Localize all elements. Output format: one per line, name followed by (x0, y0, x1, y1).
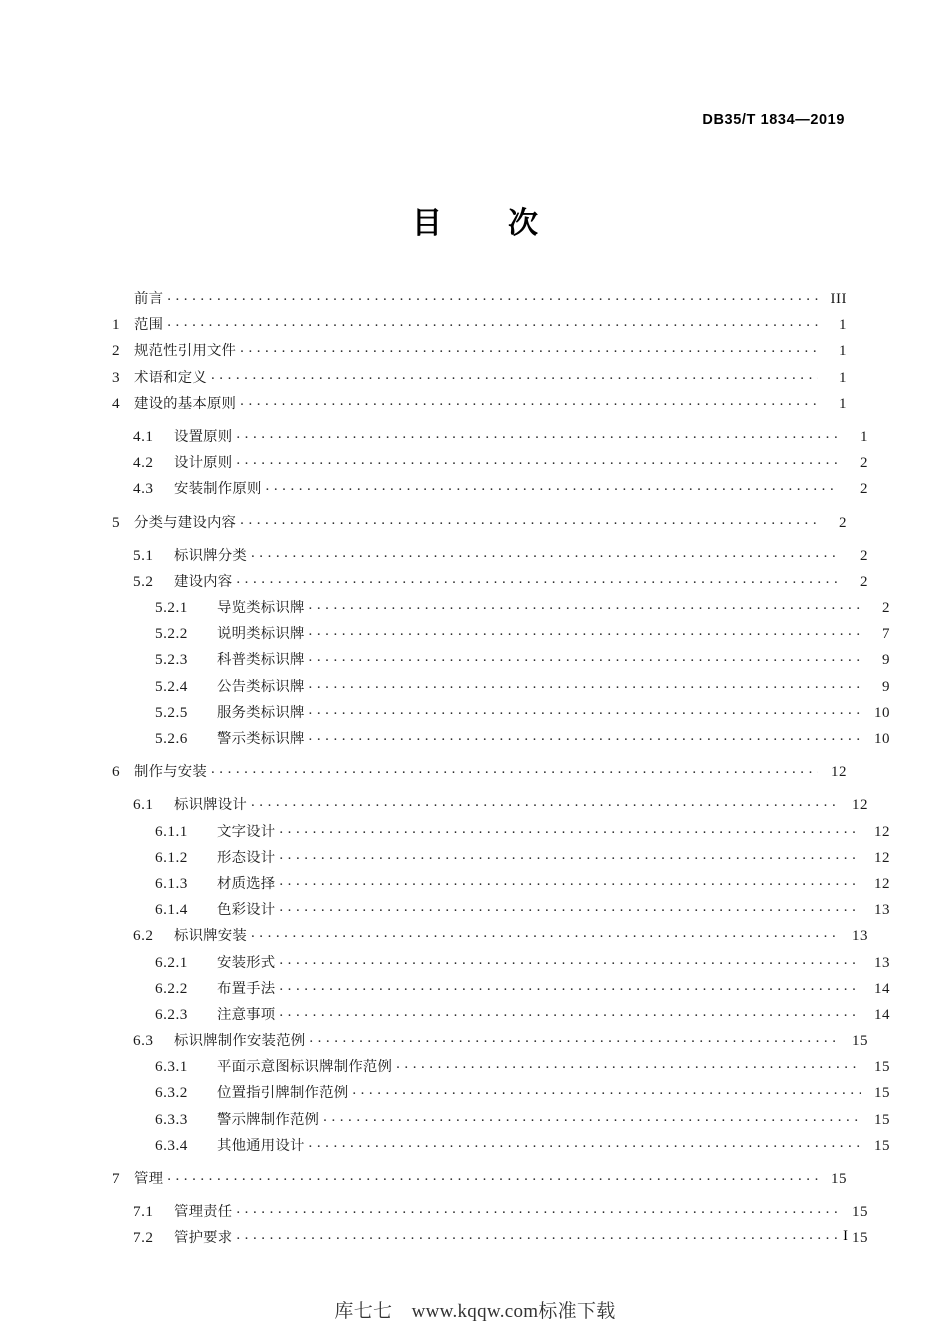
toc-leader-dots (167, 315, 818, 329)
toc-entry-label: 标识牌制作安装范例 (174, 1033, 306, 1050)
toc-entry-label: 说明类标识牌 (217, 626, 305, 643)
toc-entry[interactable] (112, 926, 868, 952)
toc-entry-label: 前言 (134, 291, 164, 307)
toc-entry-label: 材质选择 (217, 875, 276, 892)
toc-entry-page: 15 (852, 1204, 868, 1221)
toc-entry-label: 标识牌分类 (174, 547, 247, 564)
toc-leader-dots (279, 900, 861, 914)
toc-entry-page: 12 (831, 764, 847, 781)
toc-leader-dots (279, 874, 861, 888)
toc-leader-dots (240, 341, 818, 355)
toc-entry-number: 7 (112, 1170, 121, 1187)
page-title: 目 次 (412, 206, 556, 241)
toc-entry-label: 标识牌安装 (174, 928, 247, 945)
toc-entry-page: 1 (839, 317, 847, 334)
toc-entry-number: 6.1 (133, 796, 154, 814)
toc-entry[interactable] (112, 572, 868, 598)
toc-entry-label: 建设的基本原则 (134, 395, 237, 412)
toc-entry-label: 管护要求 (174, 1230, 233, 1247)
toc-entry-number: 7.2 (133, 1229, 154, 1247)
toc-entry-label: 布置手法 (217, 980, 276, 997)
page-number-folio: I (843, 1228, 848, 1244)
toc-entry[interactable] (112, 900, 890, 926)
toc-entry[interactable] (112, 1136, 890, 1162)
toc-entry-number: 5.1 (133, 546, 154, 564)
toc-entry[interactable] (112, 546, 868, 572)
toc-entry-page: 2 (860, 573, 868, 590)
toc-entry-page: 13 (874, 902, 890, 919)
toc-entry-page: 2 (839, 514, 847, 531)
toc-entry-page: 1 (839, 369, 847, 386)
toc-entry[interactable] (112, 341, 847, 367)
toc-entry-page: 2 (860, 481, 868, 498)
toc-entry-page: 15 (874, 1111, 890, 1128)
toc-entry-number: 6.3 (133, 1032, 154, 1050)
toc-entry-number: 1 (112, 316, 121, 334)
toc-entry[interactable] (112, 513, 847, 539)
toc-entry-label: 规范性引用文件 (134, 343, 237, 360)
toc-entry[interactable] (112, 1031, 868, 1057)
toc-entry-label: 科普类标识牌 (217, 652, 305, 669)
toc-entry-page: 1 (839, 395, 847, 412)
toc-entry[interactable] (112, 822, 890, 848)
toc-entry-number: 4.2 (133, 454, 154, 472)
toc-entry-number: 5.2.1 (155, 599, 188, 617)
toc-entry-page: 13 (852, 928, 868, 945)
toc-entry-page: 12 (874, 875, 890, 892)
toc-leader-dots (236, 572, 839, 586)
toc-entry-page: 15 (874, 1085, 890, 1102)
toc-entry-page: 9 (882, 652, 890, 669)
toc-entry-label: 导览类标识牌 (217, 600, 305, 617)
toc-entry-page: 15 (852, 1230, 868, 1247)
toc-entry-number: 6.3.4 (155, 1136, 188, 1154)
toc-entry-number: 6.2 (133, 927, 154, 945)
toc-entry-page: 15 (831, 1171, 847, 1187)
toc-entry-page: 15 (874, 1137, 890, 1154)
toc-entry-label: 警示牌制作范例 (217, 1111, 320, 1128)
toc-entry-number: 2 (112, 342, 121, 360)
toc-leader-dots (279, 1005, 861, 1019)
toc-leader-dots (266, 479, 839, 493)
toc-entry[interactable] (112, 1083, 890, 1109)
toc-entry-label: 位置指引牌制作范例 (217, 1085, 349, 1102)
toc-entry-label: 形态设计 (217, 849, 276, 866)
toc-entry[interactable] (112, 624, 890, 650)
toc-entry[interactable] (112, 394, 847, 420)
toc-entry-number: 5.2.4 (155, 677, 188, 695)
toc-entry[interactable] (112, 315, 847, 341)
toc-entry[interactable] (112, 729, 890, 755)
toc-entry-number: 6.1.4 (155, 901, 188, 919)
toc-entry-number: 6.1.1 (155, 822, 188, 840)
toc-entry-page: 12 (852, 797, 868, 814)
toc-entry-number: 6 (112, 763, 121, 781)
toc-entry-number: 6.2.1 (155, 953, 188, 971)
toc-leader-dots (236, 427, 839, 441)
toc-leader-dots (251, 795, 839, 809)
toc-entry-page: 1 (839, 343, 847, 360)
toc-entry-label: 管理 (134, 1171, 164, 1187)
toc-entry-number: 6.2.3 (155, 1005, 188, 1023)
toc-entry[interactable] (112, 427, 868, 453)
toc-leader-dots (309, 677, 861, 691)
toc-entry-number: 6.3.3 (155, 1110, 188, 1128)
toc-entry[interactable] (112, 650, 890, 676)
toc-entry-number: 3 (112, 368, 121, 386)
toc-leader-dots (323, 1110, 861, 1124)
toc-leader-dots (251, 926, 839, 940)
toc-leader-dots (167, 1169, 818, 1183)
toc-entry-label: 色彩设计 (217, 902, 276, 919)
toc-leader-dots (240, 513, 818, 527)
toc-leader-dots (251, 546, 839, 560)
toc-entry-page: III (830, 291, 847, 307)
toc-entry-page: 9 (882, 678, 890, 695)
toc-entry-number: 4 (112, 394, 121, 412)
toc-leader-dots (309, 624, 861, 638)
toc-entry-label: 管理责任 (174, 1204, 233, 1221)
toc-leader-dots (279, 979, 861, 993)
toc-entry[interactable] (112, 1057, 890, 1083)
toc-entry-label: 设计原则 (174, 455, 233, 472)
toc-leader-dots (236, 453, 839, 467)
toc-leader-dots (309, 598, 861, 612)
toc-entry-label: 公告类标识牌 (217, 678, 305, 695)
toc-entry[interactable] (112, 1202, 868, 1228)
toc-entry-label: 标识牌设计 (174, 797, 247, 814)
toc-entry-page: 10 (874, 731, 890, 747)
toc-entry-number: 6.1.3 (155, 874, 188, 892)
toc-leader-dots (211, 762, 818, 776)
toc-entry-number: 4.1 (133, 427, 154, 445)
toc-entry-number: 5.2.6 (155, 730, 188, 747)
toc-entry[interactable] (112, 1169, 847, 1195)
toc-leader-dots (309, 729, 861, 743)
toc-entry-number: 5.2.5 (155, 703, 188, 721)
toc-entry-number: 5.2.3 (155, 651, 188, 669)
source-watermark-footer: 库七七 www.kqqw.com标准下载 (334, 1301, 616, 1322)
toc-entry[interactable] (112, 953, 890, 979)
toc-entry-page: 14 (874, 1006, 890, 1023)
toc-leader-dots (279, 822, 861, 836)
toc-entry-page: 12 (874, 823, 890, 840)
toc-leader-dots (396, 1057, 861, 1071)
toc-entry-number: 6.3.1 (155, 1058, 188, 1076)
toc-entry[interactable] (112, 1228, 868, 1254)
toc-entry-label: 服务类标识牌 (217, 704, 305, 721)
toc-entry[interactable] (112, 368, 847, 394)
toc-entry[interactable] (112, 795, 868, 821)
toc-entry-label: 术语和定义 (134, 369, 207, 386)
toc-entry-number: 7.1 (133, 1203, 154, 1221)
toc-entry-page: 2 (860, 547, 868, 564)
toc-leader-dots (279, 848, 861, 862)
toc-entry-number: 5.2 (133, 572, 154, 590)
toc-leader-dots (240, 394, 818, 408)
toc-leader-dots (309, 1136, 861, 1150)
table-of-contents (112, 289, 890, 1255)
toc-entry-page: 2 (882, 600, 890, 617)
toc-entry[interactable] (112, 1005, 890, 1031)
toc-leader-dots (309, 650, 861, 664)
toc-entry-number: 6.2.2 (155, 979, 188, 997)
toc-entry-page: 15 (874, 1059, 890, 1076)
toc-entry[interactable] (112, 453, 868, 479)
toc-entry-label: 安装制作原则 (174, 481, 262, 498)
toc-entry[interactable] (112, 598, 890, 624)
toc-entry-number: 5.2.2 (155, 625, 188, 643)
toc-entry-page: 12 (874, 849, 890, 866)
toc-leader-dots (352, 1083, 861, 1097)
toc-entry-label: 警示类标识牌 (217, 731, 305, 747)
toc-leader-dots (211, 368, 818, 382)
toc-entry-page: 10 (874, 704, 890, 721)
toc-entry-page: 14 (874, 980, 890, 997)
toc-entry-page: 7 (882, 626, 890, 643)
toc-entry-label: 注意事项 (217, 1006, 276, 1023)
toc-leader-dots (309, 703, 861, 717)
toc-leader-dots (167, 289, 818, 303)
toc-entry[interactable] (112, 848, 890, 874)
toc-entry-label: 安装形式 (217, 954, 276, 971)
toc-leader-dots (236, 1202, 839, 1216)
standard-number-header: DB35/T 1834—2019 (702, 112, 845, 128)
toc-entry[interactable] (112, 874, 890, 900)
toc-entry-page: 2 (860, 455, 868, 472)
toc-entry[interactable] (112, 479, 868, 505)
toc-leader-dots (279, 953, 861, 967)
toc-entry-label: 文字设计 (217, 823, 276, 840)
toc-leader-dots (309, 1031, 839, 1045)
toc-entry[interactable] (112, 762, 847, 788)
toc-entry-label: 制作与安装 (134, 764, 207, 781)
toc-entry-label: 平面示意图标识牌制作范例 (217, 1059, 393, 1076)
toc-entry-label: 设置原则 (174, 428, 233, 445)
toc-entry-number: 5 (112, 513, 121, 531)
toc-entry-label: 建设内容 (174, 573, 233, 590)
toc-entry-page: 15 (852, 1033, 868, 1050)
toc-leader-dots (236, 1228, 839, 1242)
toc-entry-page: 13 (874, 954, 890, 971)
toc-entry-page: 1 (860, 428, 868, 445)
toc-entry-number: 6.1.2 (155, 848, 188, 866)
toc-entry[interactable] (112, 289, 847, 315)
toc-entry[interactable] (112, 677, 890, 703)
toc-entry-number: 4.3 (133, 480, 154, 498)
toc-entry[interactable] (112, 979, 890, 1005)
toc-entry-label: 其他通用设计 (217, 1137, 305, 1154)
toc-entry-label: 分类与建设内容 (134, 514, 237, 531)
toc-entry[interactable] (112, 1110, 890, 1136)
toc-entry-label: 范围 (134, 317, 164, 334)
toc-entry[interactable] (112, 703, 890, 729)
toc-entry-number: 6.3.2 (155, 1084, 188, 1102)
